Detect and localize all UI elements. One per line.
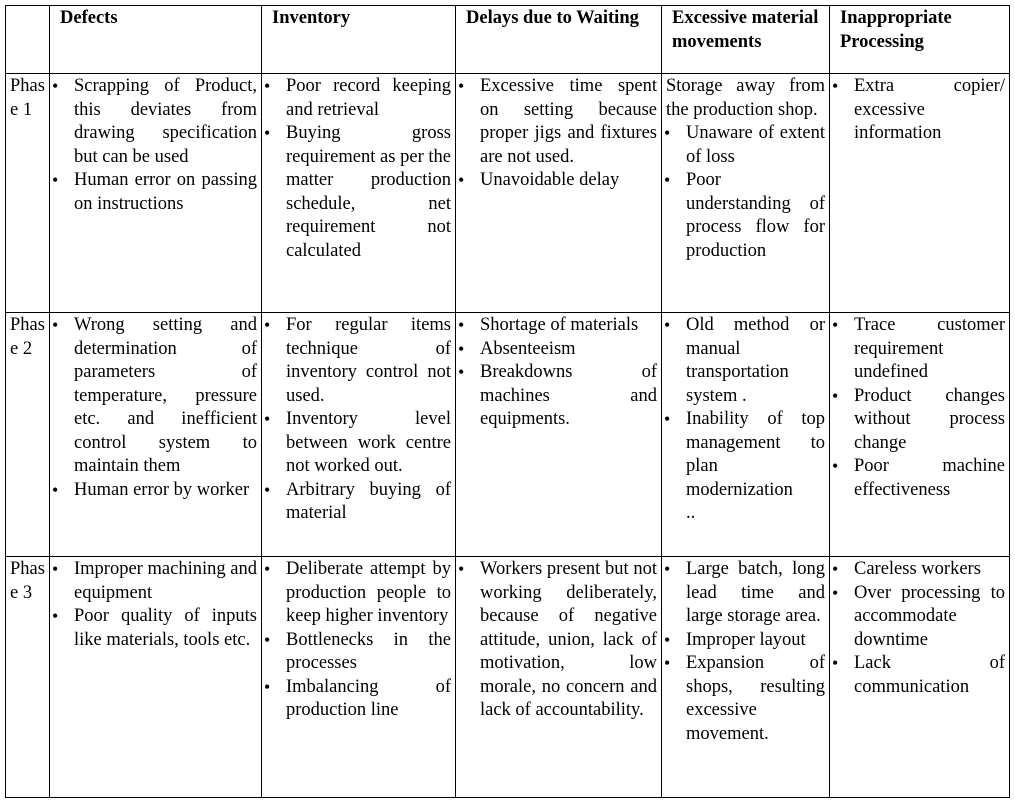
list-item: • Expansion of shops, resulting excessive movement. xyxy=(666,652,825,746)
header-movement: Excessive material movements xyxy=(662,6,830,74)
list-item: • Buying gross requirement as per the matter production schedule, net requirement not calculated xyxy=(266,122,451,263)
movement-text: Storage away from the production shop. xyxy=(666,76,825,120)
list-item: • Arbitrary buying of material xyxy=(266,479,451,526)
list-item: • Poor understanding of process flow for production xyxy=(666,169,825,263)
header-defects: Defects xyxy=(50,6,262,74)
processing-cell xyxy=(830,313,1010,557)
inventory-cell xyxy=(262,313,456,557)
list-item: • Poor machine effectiveness xyxy=(834,455,1005,502)
list-item: • Bottlenecks in the processes xyxy=(266,629,451,676)
movement-ellipsis: .. xyxy=(686,503,696,523)
header-delays xyxy=(456,6,662,74)
list-item: • Shortage of materials xyxy=(460,314,657,338)
header-processing: Inappropriate Processing xyxy=(830,6,1010,74)
inventory-cell xyxy=(262,74,456,313)
list-item: • Wrong setting and determination of parameters of temperature, pressure etc. and inefficient control system to maintain them xyxy=(54,314,257,479)
delays-cell xyxy=(456,313,662,557)
phase-row-2 xyxy=(6,313,1010,557)
list-item: • Unavoidable delay xyxy=(460,169,657,193)
list-item: • For regular items technique of inventory control not used. xyxy=(266,314,451,408)
list-item: • Human error by worker xyxy=(54,479,257,503)
list-item: • Inability of top management to plan modernization xyxy=(666,408,825,502)
header-phase xyxy=(6,6,50,74)
header-delays-text: Delays due to Waiting xyxy=(466,8,639,28)
processing-cell xyxy=(830,557,1010,798)
list-item: • Improper machining and equipment xyxy=(54,558,257,605)
list-item: • Unaware of extent of loss xyxy=(666,122,825,169)
processing-cell xyxy=(830,74,1010,313)
list-item: • Inventory level between work centre not worked out. xyxy=(266,408,451,479)
list-item: • Absenteeism xyxy=(460,338,657,362)
list-item: • Imbalancing of production line xyxy=(266,676,451,723)
waste-table xyxy=(5,5,1010,798)
list-item: • Large batch, long lead time and large storage area. xyxy=(666,558,825,629)
defects-cell xyxy=(50,557,262,798)
list-item: • Workers present but not working deliberately, because of negative attitude, union, lack of motivation, low morale, no concern and lack of accountability. xyxy=(460,558,657,723)
list-item: • Improper layout xyxy=(666,629,825,653)
movement-cell xyxy=(662,313,830,557)
list-item: • Excessive time spent on setting because proper jigs and fixtures are not used. xyxy=(460,75,657,169)
list-item: • Trace customer requirement undefined xyxy=(834,314,1005,385)
list-item: • Poor quality of inputs like materials, tools etc. xyxy=(54,605,257,652)
list-item: • Scrapping of Product, this deviates from drawing specification but can be used xyxy=(54,75,257,169)
list-item: • Old method or manual transportation system . xyxy=(666,314,825,408)
list-item: • Product changes without process change xyxy=(834,385,1005,456)
list-item: • Lack of communication xyxy=(834,652,1005,699)
list-item: • Human error on passing on instructions xyxy=(54,169,257,216)
phase-row-1 xyxy=(6,74,1010,313)
defects-cell xyxy=(50,313,262,557)
list-item: • Deliberate attempt by production people to keep higher inventory xyxy=(266,558,451,629)
delays-cell xyxy=(456,557,662,798)
list-item: • Poor record keeping and retrieval xyxy=(266,75,451,122)
delays-cell xyxy=(456,74,662,313)
list-item: • Careless workers xyxy=(834,558,1005,582)
header-inventory: Inventory xyxy=(262,6,456,74)
movement-cell xyxy=(662,74,830,313)
inventory-cell xyxy=(262,557,456,798)
phase-label: Phase 2 xyxy=(6,313,50,557)
movement-cell xyxy=(662,557,830,798)
defects-cell xyxy=(50,74,262,313)
phase-label: Phase 1 xyxy=(6,74,50,313)
list-item: • Over processing to accommodate downtime xyxy=(834,582,1005,653)
header-row xyxy=(6,6,1010,74)
phase-row-3 xyxy=(6,557,1010,798)
list-item: • Breakdowns of machines and equipments. xyxy=(460,361,657,432)
list-item: • Extra copier/ excessive information xyxy=(834,75,1005,146)
phase-label: Phase 3 xyxy=(6,557,50,798)
